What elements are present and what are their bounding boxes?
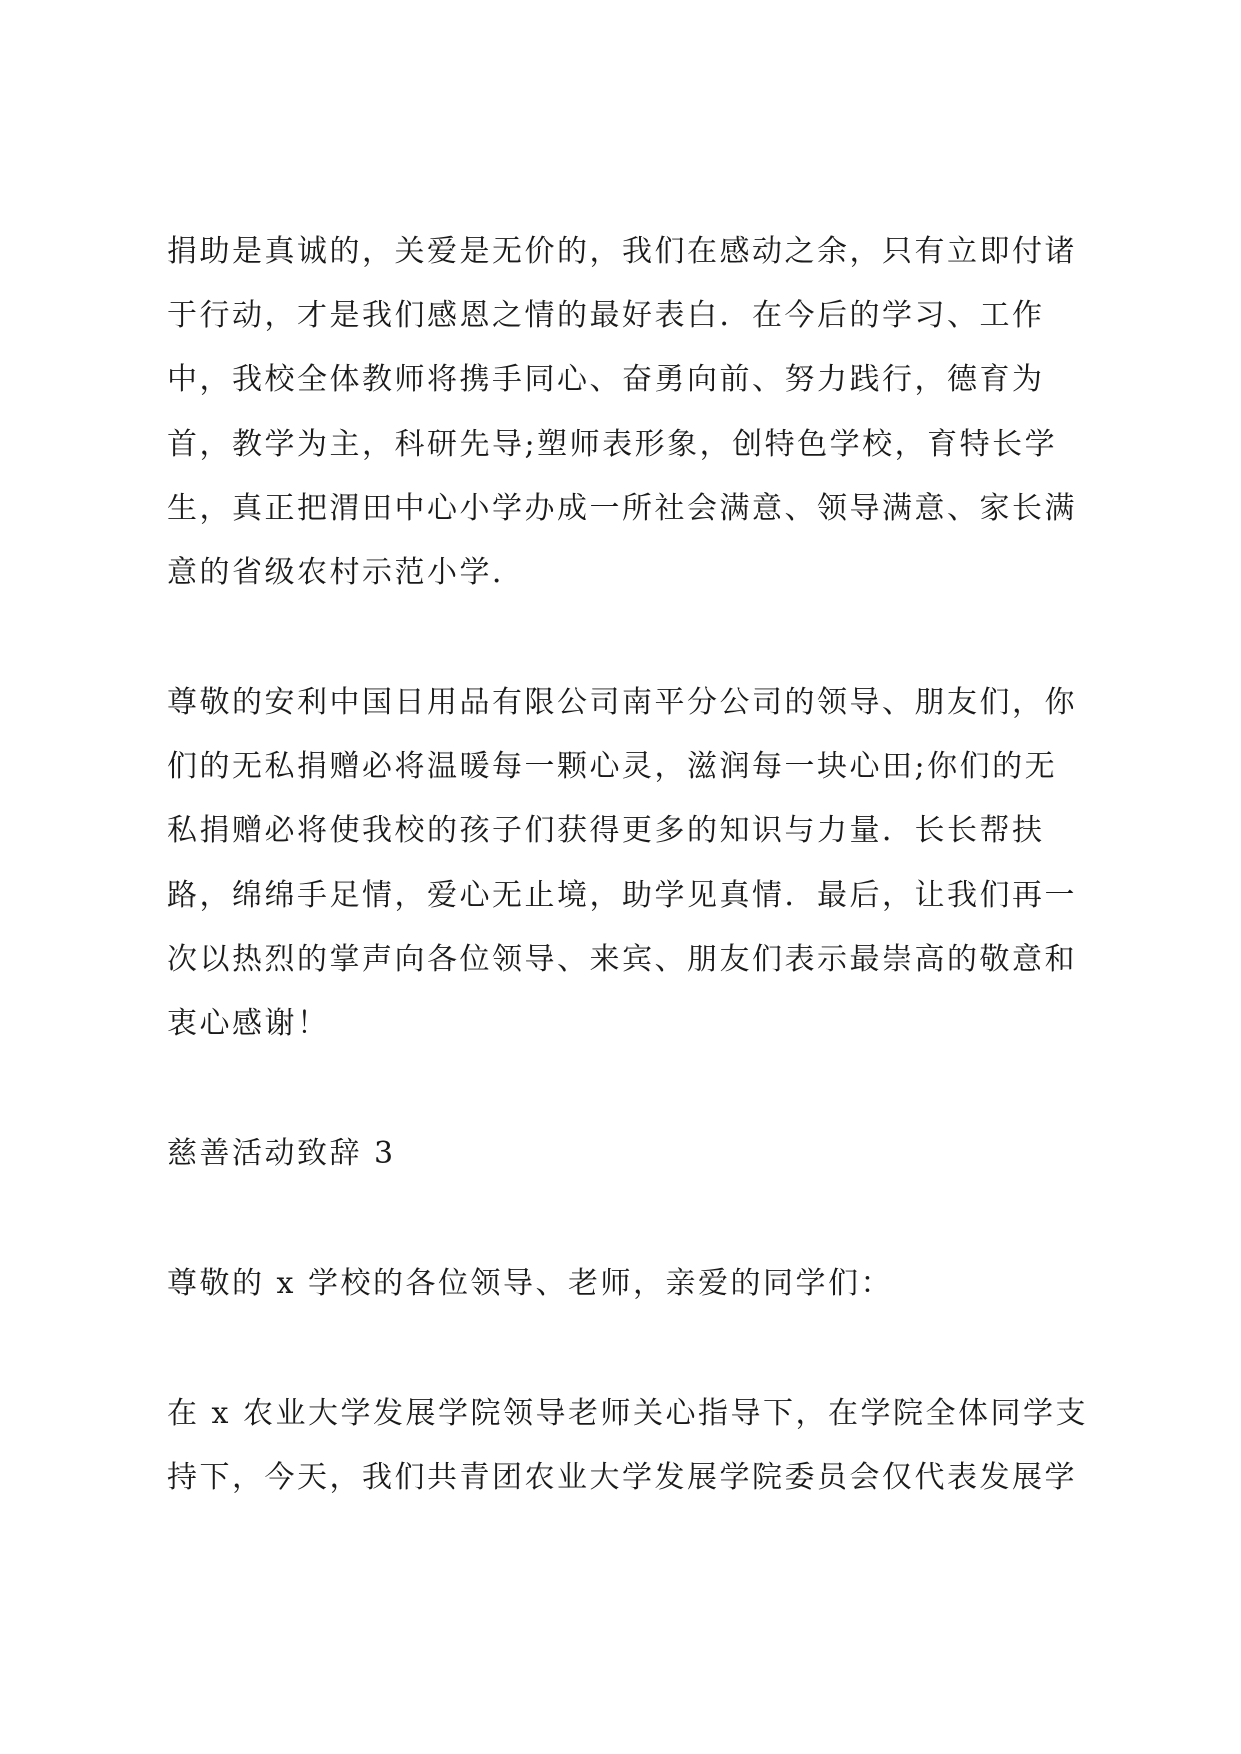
paragraph-1-line-6: 意的省级农村示范小学． [167,555,525,590]
section-heading: 慈善活动致辞 3 [167,1136,396,1171]
paragraph-2-line-1: 尊敬的安利中国日用品有限公司南平分公司的领导、朋友们，你 [167,685,1077,720]
salutation: 尊敬的 x 学校的各位领导、老师，亲爱的同学们： [167,1266,893,1301]
paragraph-1-line-5: 生，真正把渭田中心小学办成一所社会满意、领导满意、家长满 [167,491,1077,526]
paragraph-1-line-4: 首，教学为主，科研先导;塑师表形象，创特色学校，育特长学 [167,427,1058,462]
paragraph-2-line-4: 路，绵绵手足情，爱心无止境，助学见真情．最后，让我们再一 [167,878,1077,913]
paragraph-5-line-2: 持下，今天，我们共青团农业大学发展学院委员会仅代表发展学 [167,1460,1077,1495]
paragraph-5-line-1: 在 x 农业大学发展学院领导老师关心指导下，在学院全体同学支 [167,1396,1088,1431]
paragraph-2-line-5: 次以热烈的掌声向各位领导、来宾、朋友们表示最崇高的敬意和 [167,942,1077,977]
paragraph-2-line-3: 私捐赠必将使我校的孩子们获得更多的知识与力量．长长帮扶 [167,813,1045,848]
paragraph-2-line-6: 衷心感谢！ [167,1006,330,1041]
paragraph-1-line-2: 于行动，才是我们感恩之情的最好表白．在今后的学习、工作 [167,298,1045,333]
paragraph-2-line-2: 们的无私捐赠必将温暖每一颗心灵，滋润每一块心田;你们的无 [167,749,1058,784]
paragraph-1-line-3: 中，我校全体教师将携手同心、奋勇向前、努力践行，德育为 [167,362,1045,397]
paragraph-1-line-1: 捐助是真诚的，关爱是无价的，我们在感动之余，只有立即付诸 [167,234,1077,269]
